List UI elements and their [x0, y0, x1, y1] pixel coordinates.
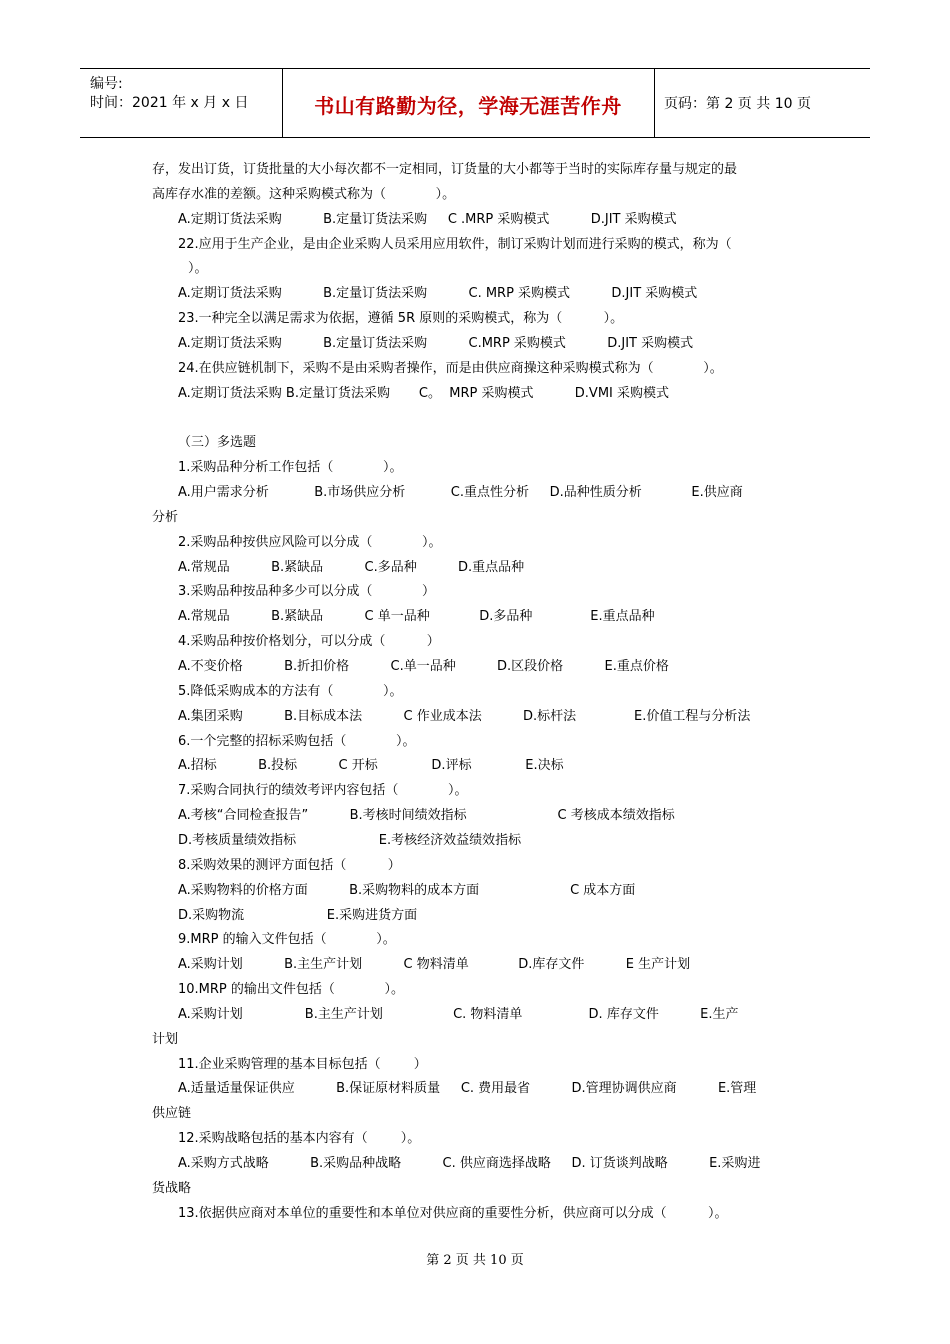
- text-line: 高库存水准的差额。这种采购模式称为（ ）。: [152, 186, 456, 202]
- text-line: A.常规品 B.紧缺品 C 单一品种 D.多品种 E.重点品种: [178, 609, 655, 625]
- text-line: A.考核“合同检查报告” B.考核时间绩效指标 C 考核成本绩效指标: [178, 808, 675, 824]
- text-line: A.定期订货法采购 B.定量订货法采购 C .MRP 采购模式 D.JIT 采购模式: [178, 211, 677, 227]
- text-line: A.采购方式战略 B.采购品种战略 C. 供应商选择战略 D. 订货谈判战略 E.采购进: [178, 1156, 761, 1171]
- text-line: A.不变价格 B.折扣价格 C.单一品种 D.区段价格 E.重点价格: [178, 659, 669, 674]
- header-page-code: 页码：第 2 页 共 10 页: [664, 96, 811, 112]
- text-line: 8.采购效果的测评方面包括（ ）: [178, 857, 401, 873]
- text-line: A.定期订货法采购 B.定量订货法采购 C. MRP 采购模式 D.JIT 采购模式: [178, 286, 698, 302]
- text-line: A.用户需求分析 B.市场供应分析 C.重点性分析 D.品种性质分析 E.供应商: [178, 485, 743, 501]
- text-line: A.采购计划 B.主生产计划 C. 物料清单 D. 库存文件 E.生产: [178, 1006, 739, 1022]
- text-line: D.考核质量绩效指标 E.考核经济效益绩效指标: [178, 832, 522, 848]
- text-line: A.定期订货法采购 B.定量订货法采购 C。 MRP 采购模式 D.VMI 采购模式: [178, 385, 670, 401]
- text-line: 存，发出订货，订货批量的大小每次都不一定相同，订货量的大小都等于当时的实际库存量与规定的最: [152, 162, 738, 177]
- text-line: 23.一种完全以满足需求为依据，遵循 5R 原则的采购模式，称为（ ）。: [178, 311, 624, 327]
- text-line: 12.采购战略包括的基本内容有（ ）。: [178, 1131, 421, 1147]
- text-line: D.采购物流 E.采购进货方面: [178, 907, 418, 923]
- text-line: 10.MRP 的输出文件包括（ ）。: [178, 982, 404, 998]
- page-footer: 第 2 页 共 10 页: [426, 1253, 524, 1268]
- time-label: 时间：2021 年 x 月 x 日: [90, 95, 249, 111]
- text-line: A.定期订货法采购 B.定量订货法采购 C.MRP 采购模式 D.JIT 采购模式: [178, 335, 694, 351]
- text-line: 7.采购合同执行的绩效考评内容包括（ ）。: [178, 783, 468, 799]
- header-motto: 书山有路勤为径，学海无涯苦作舟: [314, 94, 622, 118]
- text-line: A.采购物料的价格方面 B.采购物料的成本方面 C 成本方面: [178, 882, 636, 898]
- text-line: 9.MRP 的输入文件包括（ ）。: [178, 932, 396, 948]
- text-line: A.招标 B.投标 C 开标 D.评标 E.决标: [178, 758, 564, 774]
- text-line: 6.一个完整的招标采购包括（ ）。: [178, 733, 416, 749]
- text-line: 22.应用于生产企业，是由企业采购人员采用应用软件，制订采购计划而进行采购的模式，称为（: [178, 236, 732, 252]
- text-line: （三）多选题: [178, 435, 257, 451]
- text-line: 2.采购品种按供应风险可以分成（ ）。: [178, 534, 442, 550]
- number-label: 编号:: [90, 76, 123, 92]
- text-line: 4.采购品种按价格划分，可以分成（ ）: [178, 634, 440, 650]
- text-line: 1.采购品种分析工作包括（ ）。: [178, 460, 403, 476]
- text-line: 13.依据供应商对本单位的重要性和本单位对供应商的重要性分析，供应商可以分成（ ）。: [178, 1205, 728, 1221]
- text-line: 11.企业采购管理的基本目标包括（ ）: [178, 1056, 427, 1072]
- header-info: [90, 75, 248, 113]
- text-line: A.采购计划 B.主生产计划 C 物料清单 D.库存文件 E 生产计划: [178, 957, 691, 973]
- text-line: 货战略: [152, 1180, 192, 1196]
- header-divider: [282, 69, 283, 137]
- text-line: 3.采购品种按品种多少可以分成（ ）: [178, 584, 435, 600]
- text-line: 24.在供应链机制下，采购不是由采购者操作，而是由供应商操这种采购模式称为（ ）。: [178, 360, 723, 376]
- page-header: [80, 68, 870, 138]
- text-line: 分析: [152, 509, 179, 525]
- text-line: 供应链: [152, 1106, 192, 1122]
- header-divider: [654, 69, 655, 137]
- text-line: 计划: [152, 1031, 179, 1047]
- text-line: A.适量适量保证供应 B.保证原材料质量 C. 费用最省 D.管理协调供应商 E.管理: [178, 1081, 757, 1097]
- text-line: ）。: [188, 261, 208, 277]
- text-line: A.常规品 B.紧缺品 C.多品种 D.重点品种: [178, 559, 525, 575]
- text-line: 5.降低采购成本的方法有（ ）。: [178, 683, 403, 699]
- text-line: A.集团采购 B.目标成本法 C 作业成本法 D.标杆法 E.价值工程与分析法: [178, 708, 751, 724]
